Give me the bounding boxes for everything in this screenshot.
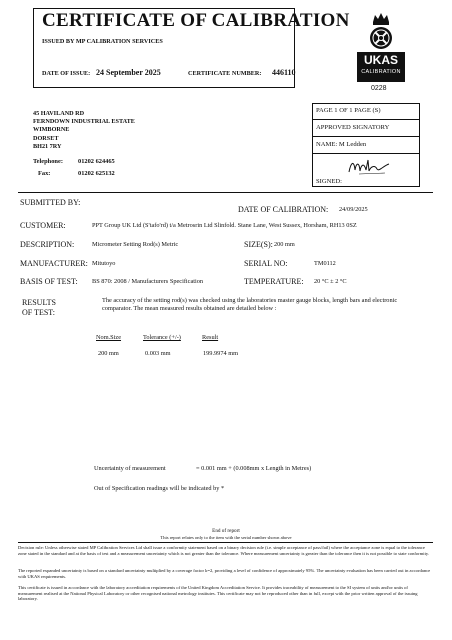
manufacturer-value: Mitutoyo [92,260,116,267]
ukas-number: 0228 [371,85,387,92]
results-label: RESULTS [22,298,56,307]
fax-label: Fax: [38,170,51,177]
results-column-header: Tolerance (+/-) [143,334,181,341]
telephone-value: 01202 624465 [78,158,115,165]
temperature-value: 20 °C ± 2 °C [314,278,347,285]
size-value: 200 mm [274,241,295,248]
address-line: FERNDOWN INDUSTRIAL ESTATE [33,118,135,126]
results-cell: 0.003 mm [145,350,171,357]
date-of-issue-value: 24 September 2025 [96,68,161,77]
submitted-by-label: SUBMITTED BY: [20,198,81,207]
results-column-header: Nom.Size [96,334,122,341]
certificate-title: CERTIFICATE OF CALIBRATION [42,10,350,31]
end-of-report: End of report [212,528,240,534]
page-count: PAGE 1 OF 1 PAGE (S) [316,107,381,114]
certificate-number-value: 446110 [272,68,296,77]
signatory-name: NAME: M Ledden [316,141,367,148]
date-of-issue-label: DATE OF ISSUE: [42,70,91,77]
signatory-box [312,103,420,187]
date-of-calibration-value: 24/09/2025 [339,206,368,213]
certificate-number-label: CERTIFICATE NUMBER: [188,70,262,77]
issued-by: ISSUED BY MP CALIBRATION SERVICES [42,38,163,45]
basis-of-test-label: BASIS OF TEST: [20,277,78,286]
date-of-calibration-label: DATE OF CALIBRATION: [238,205,329,214]
telephone-label: Telephone: [33,158,63,165]
serial-label: SERIAL NO: [244,259,288,268]
temperature-label: TEMPERATURE: [244,277,304,286]
signed-label: SIGNED: [316,178,343,185]
address-line: BH21 7RY [33,142,62,150]
results-paragraph: The accuracy of the setting rod(s) was checked using the laboratories master gauge blocks, length bars and electronic comparator. The mean measured results obtained are detailed below : [102,297,398,312]
decision-rule-text: Decision rule: Unless otherwise stated MP Calibration Services Ltd shall issue a conformity statement based on a binary decision rule (i.e. simple acceptance of pass/fail) where the acceptance zone is equal to the tolerance zone stated in the standard and at the basis of test and a measurement uncertainty which is not greater than the tolerance. Where measurement uncertainty is greater than the tolerance then it is not possible to state conformity. [18,545,429,556]
end-of-report-note: This report relates only to the item with the serial number shown above [160,535,292,540]
footer-divider [18,542,433,543]
size-label: SIZE(S): [244,240,273,249]
results-cell: 200 mm [98,350,119,357]
ukas-logo [357,10,405,82]
customer-value: PPT Group UK Ltd (S'tafo'rd) t/a Metrosrin Ltd Slinfold. Stane Lane, West Sussex, Horsham, RH13 0SZ [92,222,357,229]
divider [18,192,433,193]
uncertainty-label: Uncertainty of measurement [94,465,166,472]
results-cell: 199.9974 mm [203,350,238,357]
basis-of-test-value: BS 870: 2008 / Manufacturers Specification [92,278,204,285]
manufacturer-label: MANUFACTURER: [20,259,88,268]
traceability-text: This certificate is issued in accordance with the laboratory accreditation requirements of the United Kingdom Accreditation Service. It provides traceability of measurement to the SI system of units and/or units of measurement realised at the National Physical Laboratory or other recognised national metrology institutes. This certificate may not be reproduced other than in full, except with the prior written approval of the issuing laboratory. [18,585,418,602]
approved-signatory: APPROVED SIGNATORY [316,124,390,131]
serial-value: TM0112 [314,260,336,267]
address-line: DORSET [33,134,59,142]
uncertainty-value: = 0.001 mm + (0.008mm x Length in Metres) [196,465,312,472]
out-of-spec-note: Out of Specification readings will be indicated by * [94,485,225,492]
lab-address [33,110,135,151]
results-column-header: Result [202,334,219,341]
address-line: WIMBORNE [33,126,70,134]
ukas-logo-subtext: CALIBRATION [361,69,401,75]
description-value: Micrometer Setting Rod(s) Metric [92,241,179,248]
description-label: DESCRIPTION: [20,240,75,249]
uncertainty-footnote: The reported expanded uncertainty is based on a standard uncertainty multiplied by a coverage factor k=2, providing a level of confidence of approximately 95%. The uncertainty evaluation has been carried out in accordance with UKAS requirements. [18,568,431,579]
ukas-logo-text: UKAS [363,53,398,67]
customer-label: CUSTOMER: [20,221,66,230]
fax-value: 01202 625132 [78,170,115,177]
results-label-2: OF TEST: [22,308,56,317]
address-line: 45 HAVILAND RD [33,110,85,117]
signature-icon [345,156,393,178]
